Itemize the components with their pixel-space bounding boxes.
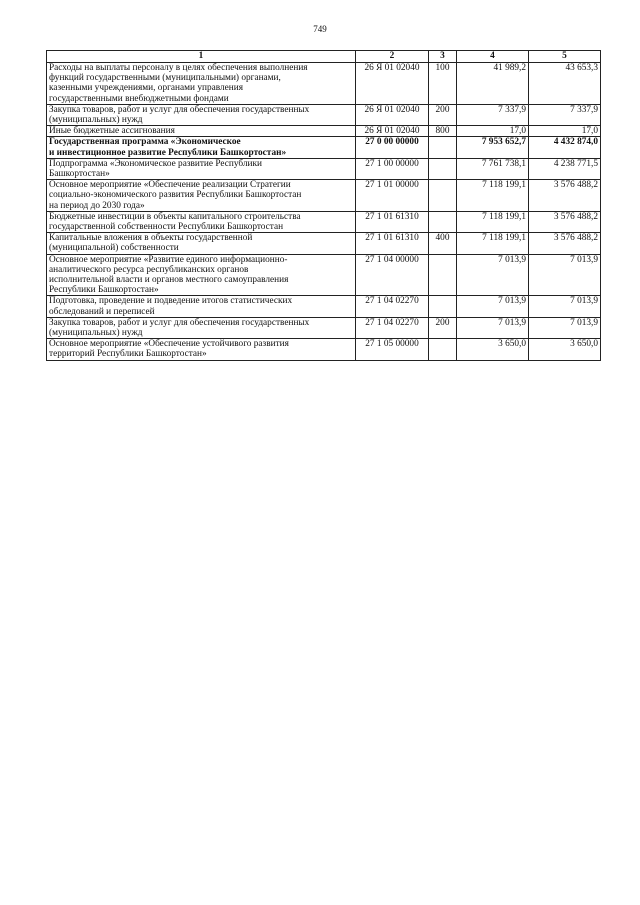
table-row xyxy=(47,180,601,212)
row-name xyxy=(47,180,356,212)
table-row xyxy=(47,63,601,105)
row-expense-type xyxy=(429,339,457,360)
row-code: 26 Я 01 02040 xyxy=(356,63,429,105)
row-name-line: казенными учреждениями, органами управления xyxy=(49,83,243,94)
row-amount-col5: 4 238 771,5 xyxy=(529,158,601,179)
row-name-line: на период до 2030 года» xyxy=(49,200,145,211)
row-name-line: Капитальные вложения в объекты государственной xyxy=(49,233,253,244)
row-name-line: территорий Республики Башкортостан» xyxy=(49,349,207,360)
row-name-line: государственными внебюджетными фондами xyxy=(49,93,229,104)
row-name-line: Иные бюджетные ассигнования xyxy=(49,126,175,137)
row-name-line: Подпрограмма «Экономическое развитие Республики xyxy=(49,158,262,169)
row-code: 26 Я 01 02040 xyxy=(356,104,429,125)
row-amount-col4: 17,0 xyxy=(457,126,529,137)
row-amount-col4: 7 013,9 xyxy=(457,317,529,338)
row-name xyxy=(47,137,356,158)
row-code: 27 1 04 00000 xyxy=(356,254,429,296)
row-amount-col4: 7 013,9 xyxy=(457,296,529,317)
row-code: 27 1 04 02270 xyxy=(356,296,429,317)
row-name-line: и инвестиционное развитие Республики Башкортостан» xyxy=(49,147,287,158)
page-number: 749 xyxy=(313,24,327,34)
header-col-5: 5 xyxy=(529,51,601,63)
row-expense-type: 100 xyxy=(429,63,457,105)
header-col-3: 3 xyxy=(429,51,457,63)
row-name-line: функций государственными (муниципальными) органами, xyxy=(49,73,281,84)
row-expense-type xyxy=(429,211,457,232)
row-expense-type: 200 xyxy=(429,104,457,125)
table-row xyxy=(47,126,601,137)
table-row xyxy=(47,211,601,232)
table-row xyxy=(47,158,601,179)
row-name xyxy=(47,233,356,254)
row-code: 27 1 01 00000 xyxy=(356,180,429,212)
row-amount-col5: 7 013,9 xyxy=(529,317,601,338)
row-expense-type: 400 xyxy=(429,233,457,254)
row-code: 26 Я 01 02040 xyxy=(356,126,429,137)
row-code: 27 1 05 00000 xyxy=(356,339,429,360)
row-name xyxy=(47,126,356,137)
row-expense-type: 800 xyxy=(429,126,457,137)
row-name-line: Основное мероприятие «Обеспечение реализации Стратегии xyxy=(49,180,291,191)
table-row xyxy=(47,137,601,158)
table-header-row xyxy=(47,51,601,63)
header-col-4: 4 xyxy=(457,51,529,63)
row-name-line: обследований и переписей xyxy=(49,306,155,317)
row-amount-col4: 7 953 652,7 xyxy=(457,137,529,158)
row-amount-col4: 7 118 199,1 xyxy=(457,211,529,232)
row-amount-col5: 3 650,0 xyxy=(529,339,601,360)
row-code: 27 1 04 02270 xyxy=(356,317,429,338)
row-name-line: Государственная программа «Экономическое xyxy=(49,137,241,148)
row-name xyxy=(47,104,356,125)
table-row xyxy=(47,339,601,360)
row-amount-col4: 41 989,2 xyxy=(457,63,529,105)
row-amount-col5: 4 432 874,0 xyxy=(529,137,601,158)
row-expense-type xyxy=(429,137,457,158)
row-name-line: Закупка товаров, работ и услуг для обеспечения государственных xyxy=(49,317,310,328)
row-name-line: аналитического ресурса республиканских органов xyxy=(49,264,249,275)
row-code: 27 1 00 00000 xyxy=(356,158,429,179)
header-col-2: 2 xyxy=(356,51,429,63)
row-expense-type: 200 xyxy=(429,317,457,338)
row-amount-col4: 3 650,0 xyxy=(457,339,529,360)
row-name-line: (муниципальных) нужд xyxy=(49,115,143,126)
row-amount-col4: 7 013,9 xyxy=(457,254,529,296)
row-name xyxy=(47,339,356,360)
row-amount-col4: 7 761 738,1 xyxy=(457,158,529,179)
budget-table xyxy=(46,50,601,361)
row-name-line: Бюджетные инвестиции в объекты капитального строительства xyxy=(49,211,301,222)
row-name xyxy=(47,254,356,296)
row-amount-col5: 3 576 488,2 xyxy=(529,233,601,254)
row-name-line: (муниципальных) нужд xyxy=(49,328,143,339)
table-row xyxy=(47,296,601,317)
row-name-line: (муниципальной) собственности xyxy=(49,243,179,254)
row-name xyxy=(47,63,356,105)
row-amount-col5: 3 576 488,2 xyxy=(529,211,601,232)
row-amount-col5: 43 653,3 xyxy=(529,63,601,105)
row-code: 27 1 01 61310 xyxy=(356,233,429,254)
row-amount-col5: 3 576 488,2 xyxy=(529,180,601,212)
row-amount-col4: 7 337,9 xyxy=(457,104,529,125)
table-row xyxy=(47,104,601,125)
row-name-line: Основное мероприятие «Развитие единого информационно- xyxy=(49,254,288,265)
row-name-line: социально-экономического развития Республики Башкортостан xyxy=(49,190,302,201)
table-row xyxy=(47,233,601,254)
row-expense-type xyxy=(429,254,457,296)
row-name xyxy=(47,211,356,232)
row-code: 27 1 01 61310 xyxy=(356,211,429,232)
row-name-line: Закупка товаров, работ и услуг для обеспечения государственных xyxy=(49,104,310,115)
row-name-line: Основное мероприятие «Обеспечение устойчивого развития xyxy=(49,339,289,350)
row-amount-col5: 17,0 xyxy=(529,126,601,137)
row-name-line: Башкортостан» xyxy=(49,169,110,180)
row-code: 27 0 00 00000 xyxy=(356,137,429,158)
row-expense-type xyxy=(429,158,457,179)
table-row xyxy=(47,317,601,338)
row-expense-type xyxy=(429,180,457,212)
row-name xyxy=(47,158,356,179)
row-name-line: Подготовка, проведение и подведение итогов статистических xyxy=(49,296,293,307)
row-amount-col5: 7 013,9 xyxy=(529,254,601,296)
row-name xyxy=(47,317,356,338)
row-expense-type xyxy=(429,296,457,317)
header-col-1: 1 xyxy=(47,51,356,63)
row-name-line: государственной собственности Республики Башкортостан xyxy=(49,222,284,233)
row-name-line: исполнительной власти и органов местного самоуправления xyxy=(49,275,289,286)
row-name xyxy=(47,296,356,317)
row-amount-col5: 7 013,9 xyxy=(529,296,601,317)
row-name-line: Республики Башкортостан» xyxy=(49,285,159,296)
table-row xyxy=(47,254,601,296)
row-amount-col4: 7 118 199,1 xyxy=(457,180,529,212)
table-body xyxy=(47,63,601,361)
row-amount-col5: 7 337,9 xyxy=(529,104,601,125)
row-name-line: Расходы на выплаты персоналу в целях обеспечения выполнения xyxy=(49,63,308,73)
row-amount-col4: 7 118 199,1 xyxy=(457,233,529,254)
